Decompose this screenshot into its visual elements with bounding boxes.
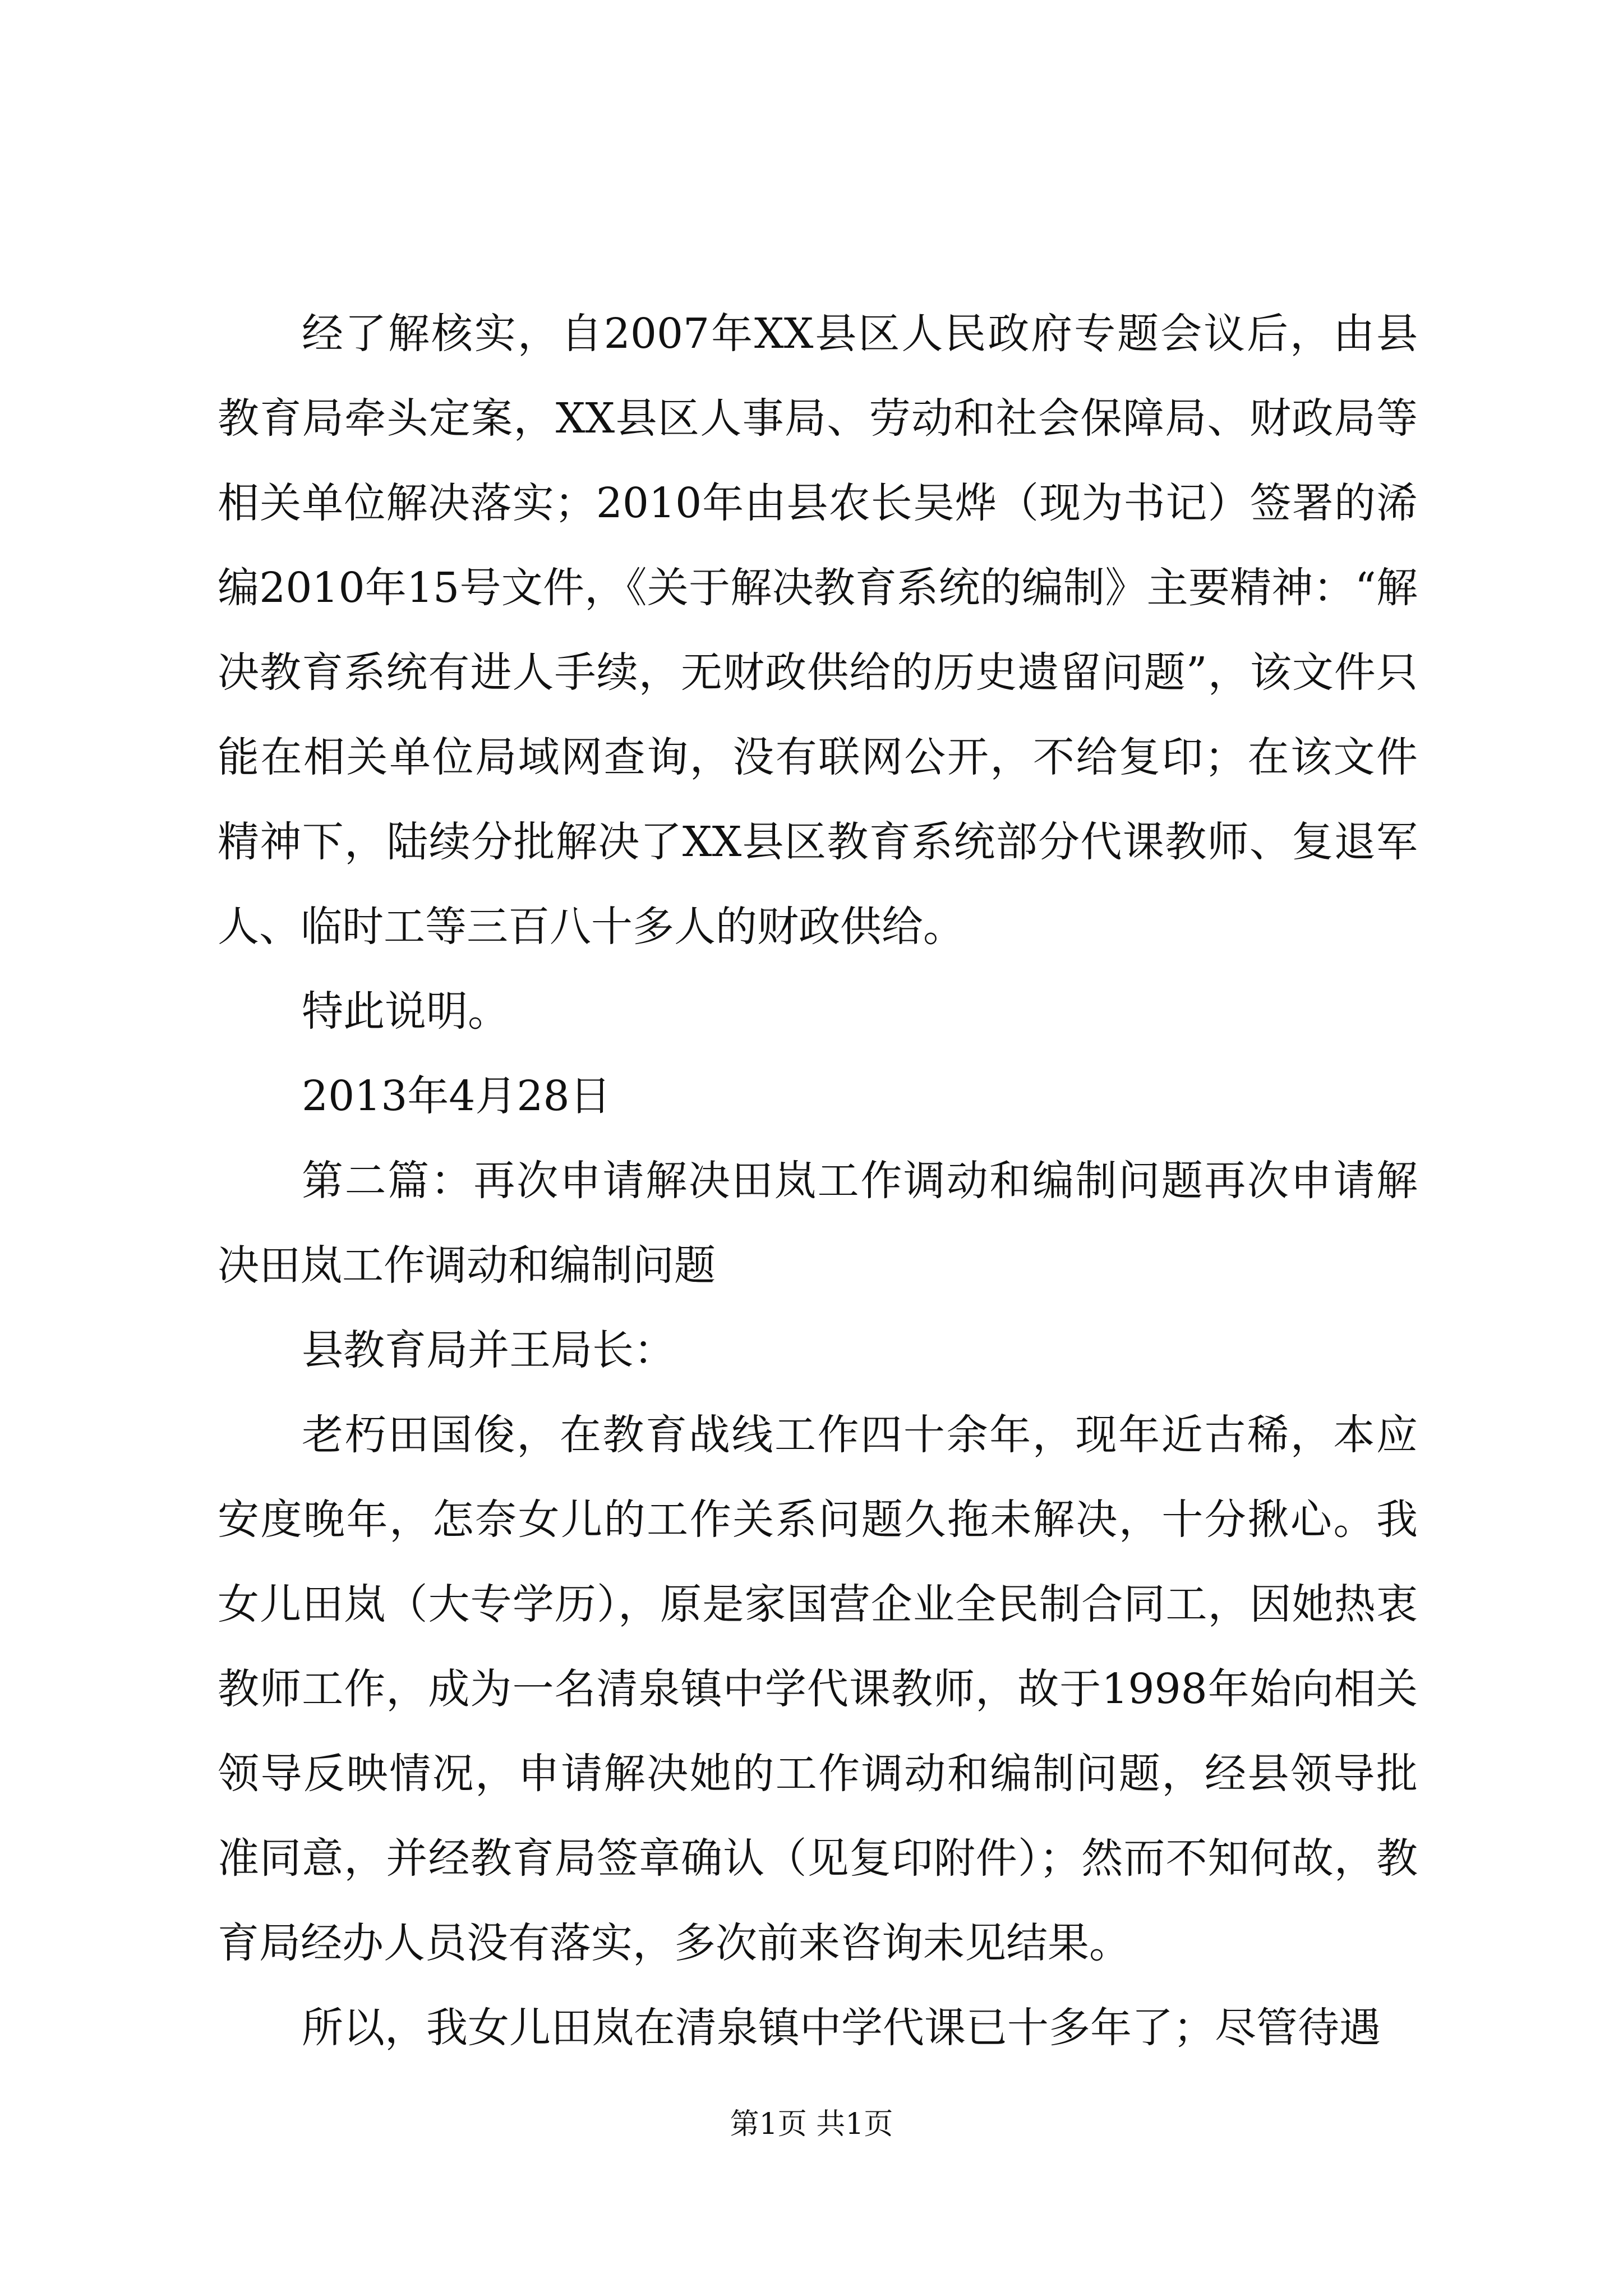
page-footer — [0, 2105, 1623, 2144]
paragraph-continuation: 所以，我女儿田岚在清泉镇中学代课已十多年了；尽管待遇 — [302, 2004, 1381, 2052]
paragraph-statement: 特此说明。 — [302, 987, 509, 1036]
page-number-label: 第1页 共1页 — [730, 2108, 893, 2141]
document-body — [218, 292, 1418, 2070]
paragraph-request-body: 老朽田国俊，在教育战线工作四十余年，现年近古稀，本应安度晚年，怎奈女儿的工作关系问题久拖未解决，十分揪心。我女儿田岚（大专学历），原是家国营企业全民制合同工，因她热衷教师工作，成为一名清泉镇中学代课教师，故于1998年始向相关领导反映情况，申请解决她的工作调动和编制问题，经县领导批准同意，并经教育局签章确认（见复印附件）；然而不知何故，教育局经办人员没有落实，多次前来咨询未见结果。 — [218, 1411, 1418, 1967]
paragraph-date: 2013年4月28日 — [302, 1072, 611, 1120]
paragraph-salutation: 县教育局并王局长： — [302, 1326, 675, 1374]
paragraph-section-title: 第二篇：再次申请解决田岚工作调动和编制问题再次申请解决田岚工作调动和编制问题 — [218, 1157, 1418, 1290]
paragraph-verification: 经了解核实，自2007年XX县区人民政府专题会议后，由县教育局牵头定案，XX县区人事局、劳动和社会保障局、财政局等相关单位解决落实；2010年由县农长吴烨（现为书记）签署的浠编2010年15号文件，《关于解决教育系统的编制》主要精神：“解决教育系统有进人手续，无财政供给的历史遗留问题”，该文件只能在相关单位局域网查询，没有联网公开，不给复印；在该文件精神下，陆续分批解决了XX县区教育系统部分代课教师、复退军人、临时工等三百八十多人的财政供给。 — [218, 310, 1418, 951]
